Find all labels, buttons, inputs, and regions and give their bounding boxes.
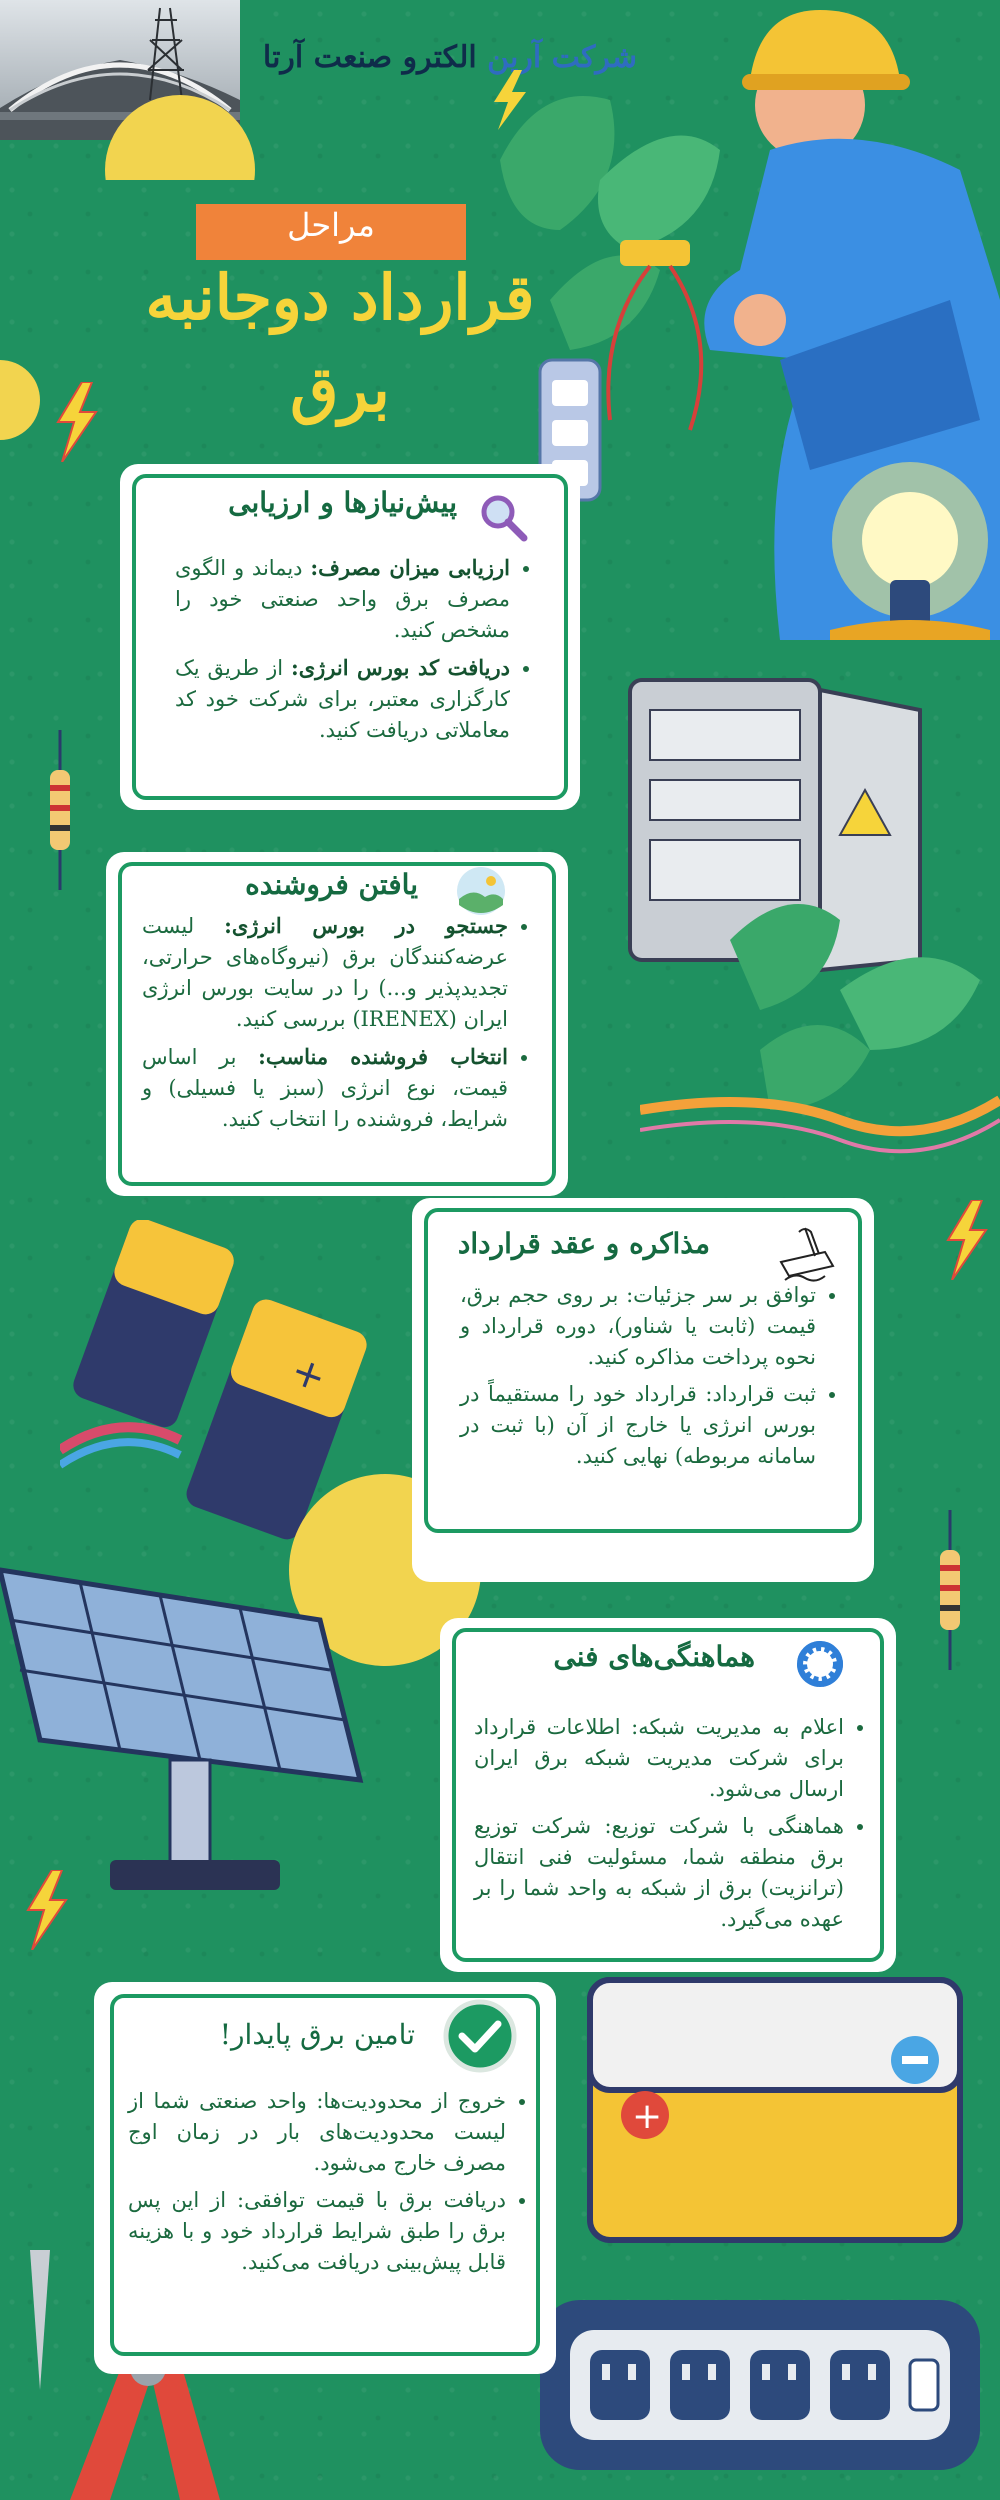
solar-panel-illustration: [0, 1560, 380, 1940]
card-negotiation-list: [460, 1280, 840, 1478]
list-item-text: اعلام به مدیریت شبکه: اطلاعات قرارداد برای شرکت مدیریت شبکه برق ایران ارسال می‌شود.: [474, 1715, 844, 1801]
check-circle-icon: [440, 1996, 520, 2076]
list-item: [142, 1041, 508, 1135]
sun-circle: [0, 360, 60, 440]
signing-hand-icon: [775, 1222, 839, 1286]
list-item: [128, 2086, 506, 2179]
list-item: [175, 552, 510, 646]
list-item-text: هماهنگی با شرکت توزیع: شرکت توزیع برق منطقه شما، مسئولیت فنی انتقال (ترانزیت) برق از شبکه به واحد شما را بر عهده می‌گیرد.: [474, 1814, 844, 1931]
list-item-text: توافق بر سر جزئیات: بر روی حجم برق، قیمت (ثابت یا شناور)، دوره قرارداد و نحوه پرداخت مذاکره کنید.: [460, 1283, 816, 1369]
card-stable-supply-title: تامین برق پایدار!: [219, 2018, 415, 2051]
card-technical-list: [474, 1712, 868, 1941]
list-item-text: لیست عرضه‌کنندگان برق (نیروگاه‌های حرارتی، تجدیدپذیر و...) را در سایت بورس انرژی ایران (IRENEX) بررسی کنید.: [142, 914, 508, 1031]
resistor-icon: [40, 730, 80, 890]
list-item-text: از طریق یک کارگزاری معتبر، برای شرکت خود کد معاملاتی دریافت کنید.: [175, 656, 510, 742]
magnifier-icon: [478, 492, 528, 542]
list-item: [128, 2185, 506, 2278]
list-item: [142, 910, 508, 1035]
list-item-label: جستجو در بورس انرژی:: [224, 913, 509, 938]
list-item-label: ارزیابی میزان مصرف:: [310, 555, 510, 580]
list-item: [474, 1811, 844, 1935]
main-title-line1: قرارداد دوجانبه: [145, 261, 535, 334]
list-item-text: خروج از محدودیت‌ها: واحد صنعتی شما از لیست محدودیت‌های بار در زمان اوج مصرف خارج می‌شود.: [128, 2089, 506, 2175]
card-find-seller-list: [142, 910, 532, 1141]
card-find-seller-title: یافتن فروشنده: [245, 868, 418, 901]
list-item: [175, 652, 510, 746]
list-item: [474, 1712, 844, 1805]
plant-cables-illustration: [640, 880, 1000, 1200]
card-prerequisites-list: [175, 552, 534, 752]
resistor-icon: [930, 1510, 970, 1670]
lightning-icon: [940, 1200, 990, 1280]
card-prerequisites-title: پیش‌نیازها و ارزیابی: [228, 486, 457, 519]
list-item-label: انتخاب فروشنده مناسب:: [258, 1044, 508, 1069]
gear-icon: [790, 1634, 850, 1694]
company-suffix: الکترو صنعت آرتا: [262, 40, 488, 75]
svg-text:+: +: [284, 1347, 333, 1402]
card-negotiation-title: مذاکره و عقد قرارداد: [457, 1227, 710, 1260]
list-item-text: بر اساس قیمت، نوع انرژی (سبز یا فسیلی) و شرایط، فروشنده را انتخاب کنید.: [142, 1045, 508, 1131]
power-strip-illustration: [530, 2280, 1000, 2500]
list-item-text: دریافت برق با قیمت توافقی: از این پس برق را طبق شرایط قرارداد خود و با هزینه قابل پیش‌بینی دریافت می‌کنید.: [128, 2188, 506, 2274]
svg-text:+: +: [632, 2096, 663, 2137]
main-title-line2: برق: [290, 353, 390, 426]
list-item-text: دیماند و الگوی مصرف برق واحد صنعتی خود را مشخص کنید.: [175, 556, 510, 642]
list-item-text: ثبت قرارداد: قرارداد خود را مستقیماً در بورس انرژی یا خارج از آن (با ثبت در سامانه مربوطه) نهایی کنید.: [460, 1382, 816, 1468]
sun-circle: [100, 90, 260, 180]
list-item: [460, 1379, 816, 1472]
list-item-label: دریافت کد بورس انرژی:: [290, 655, 510, 680]
card-stable-supply-list: [128, 2086, 530, 2284]
list-item: [460, 1280, 816, 1373]
steps-badge-label: مراحل: [287, 206, 375, 244]
car-battery-illustration: [580, 1960, 980, 2280]
company-prefix: شرکت آرین: [487, 40, 638, 75]
card-technical-title: هماهنگی‌های فنی: [553, 1640, 755, 1673]
